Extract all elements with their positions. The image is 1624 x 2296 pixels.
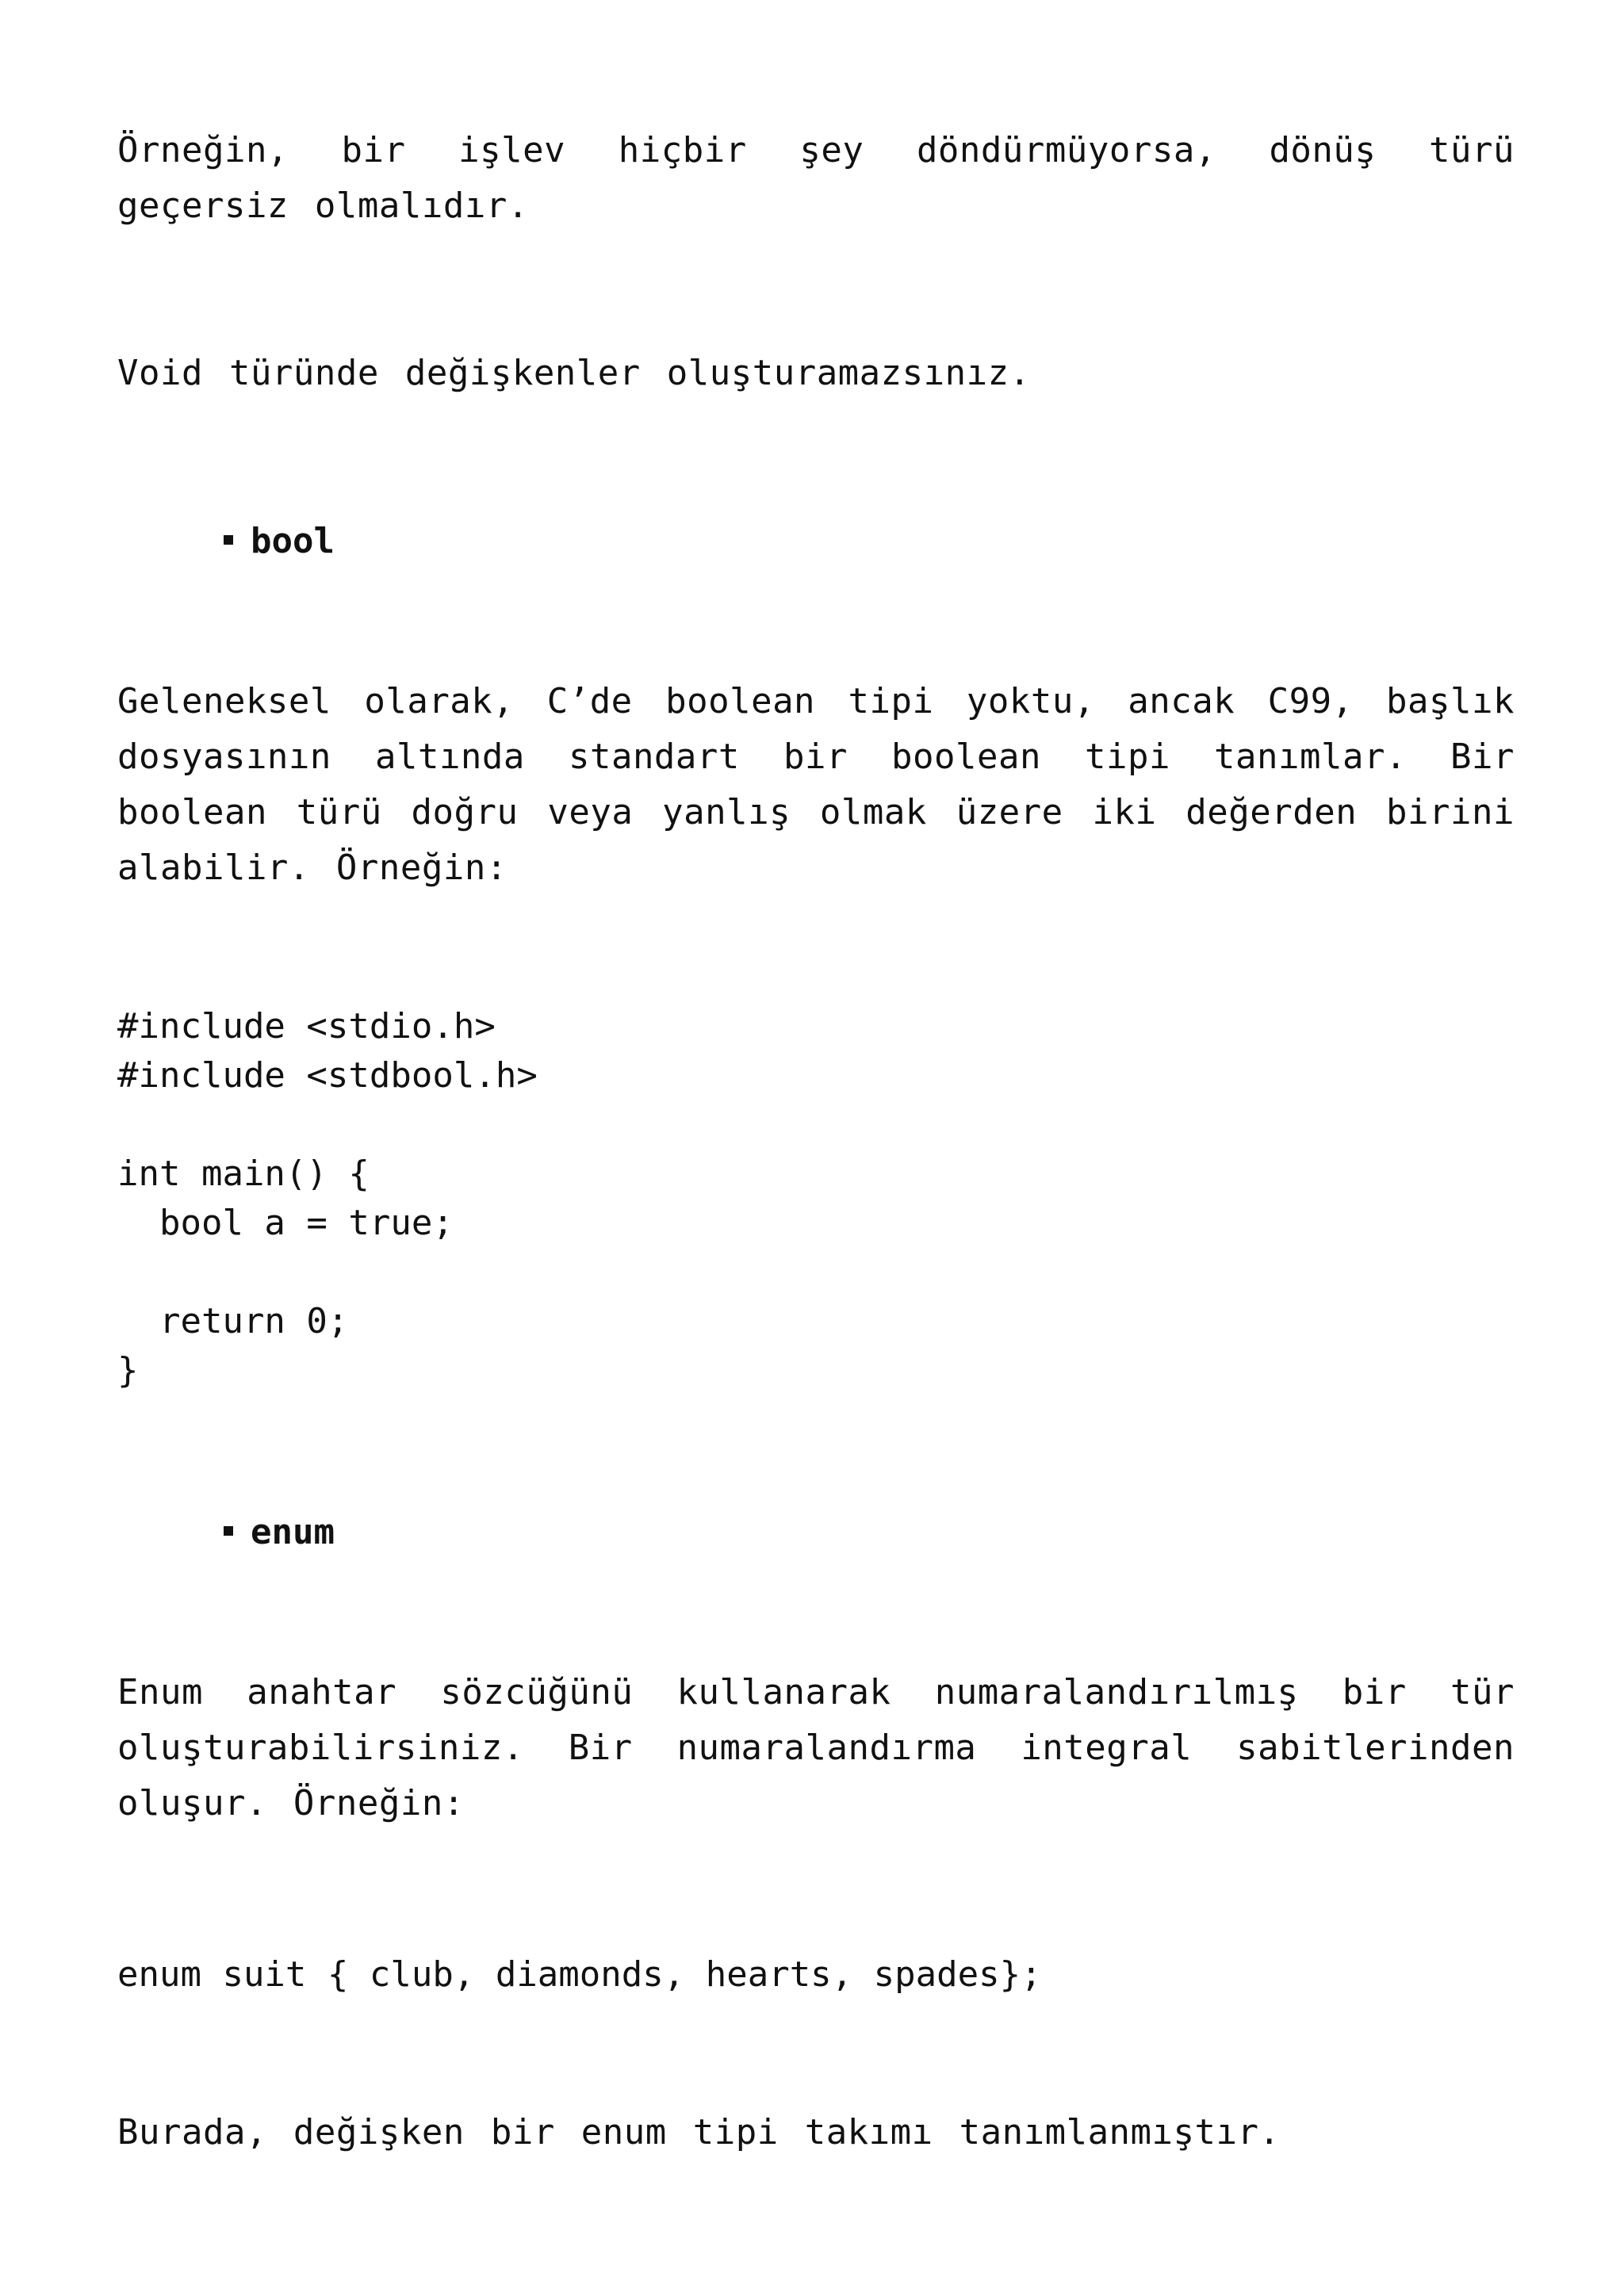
bullet-item-bool [224,514,335,569]
code-block-enum-example: enum suit { club, diamonds, hearts, spades}; [117,1954,1042,1995]
paragraph-void-return: Örneğin, bir işlev hiçbir şey döndürmüyorsa, dönüş türü geçersiz olmalıdır. [117,130,1515,226]
code-block-bool-example: #include <stdio.h> #include <stdbool.h> int main() { bool a = true; return 0; } [117,1006,538,1391]
paragraph-enum-explanation: Burada, değişken bir enum tipi takımı tanımlanmıştır. [117,2112,1281,2152]
bullet-label-enum: enum [251,1512,335,1552]
paragraph-bool-description: Geleneksel olarak, C’de boolean tipi yoktu, ancak C99, başlık dosyasının altında standart bir boolean tipi tanımlar. Bir boolean türü doğru veya yanlış olmak üzere iki değerden birini alabilir. Örneğin: [117,681,1515,888]
square-bullet-icon [224,1526,233,1536]
bullet-label-bool: bool [251,521,335,561]
square-bullet-icon [224,535,233,545]
paragraph-enum-description: Enum anahtar sözcüğünü kullanarak numaralandırılmış bir tür oluşturabilirsiniz. Bir numaralandırma integral sabitlerinden oluşur. Örneğin: [117,1672,1515,1823]
bullet-item-enum [224,1505,335,1560]
paragraph-void-variables: Void türünde değişkenler oluşturamazsınız. [117,353,1031,393]
